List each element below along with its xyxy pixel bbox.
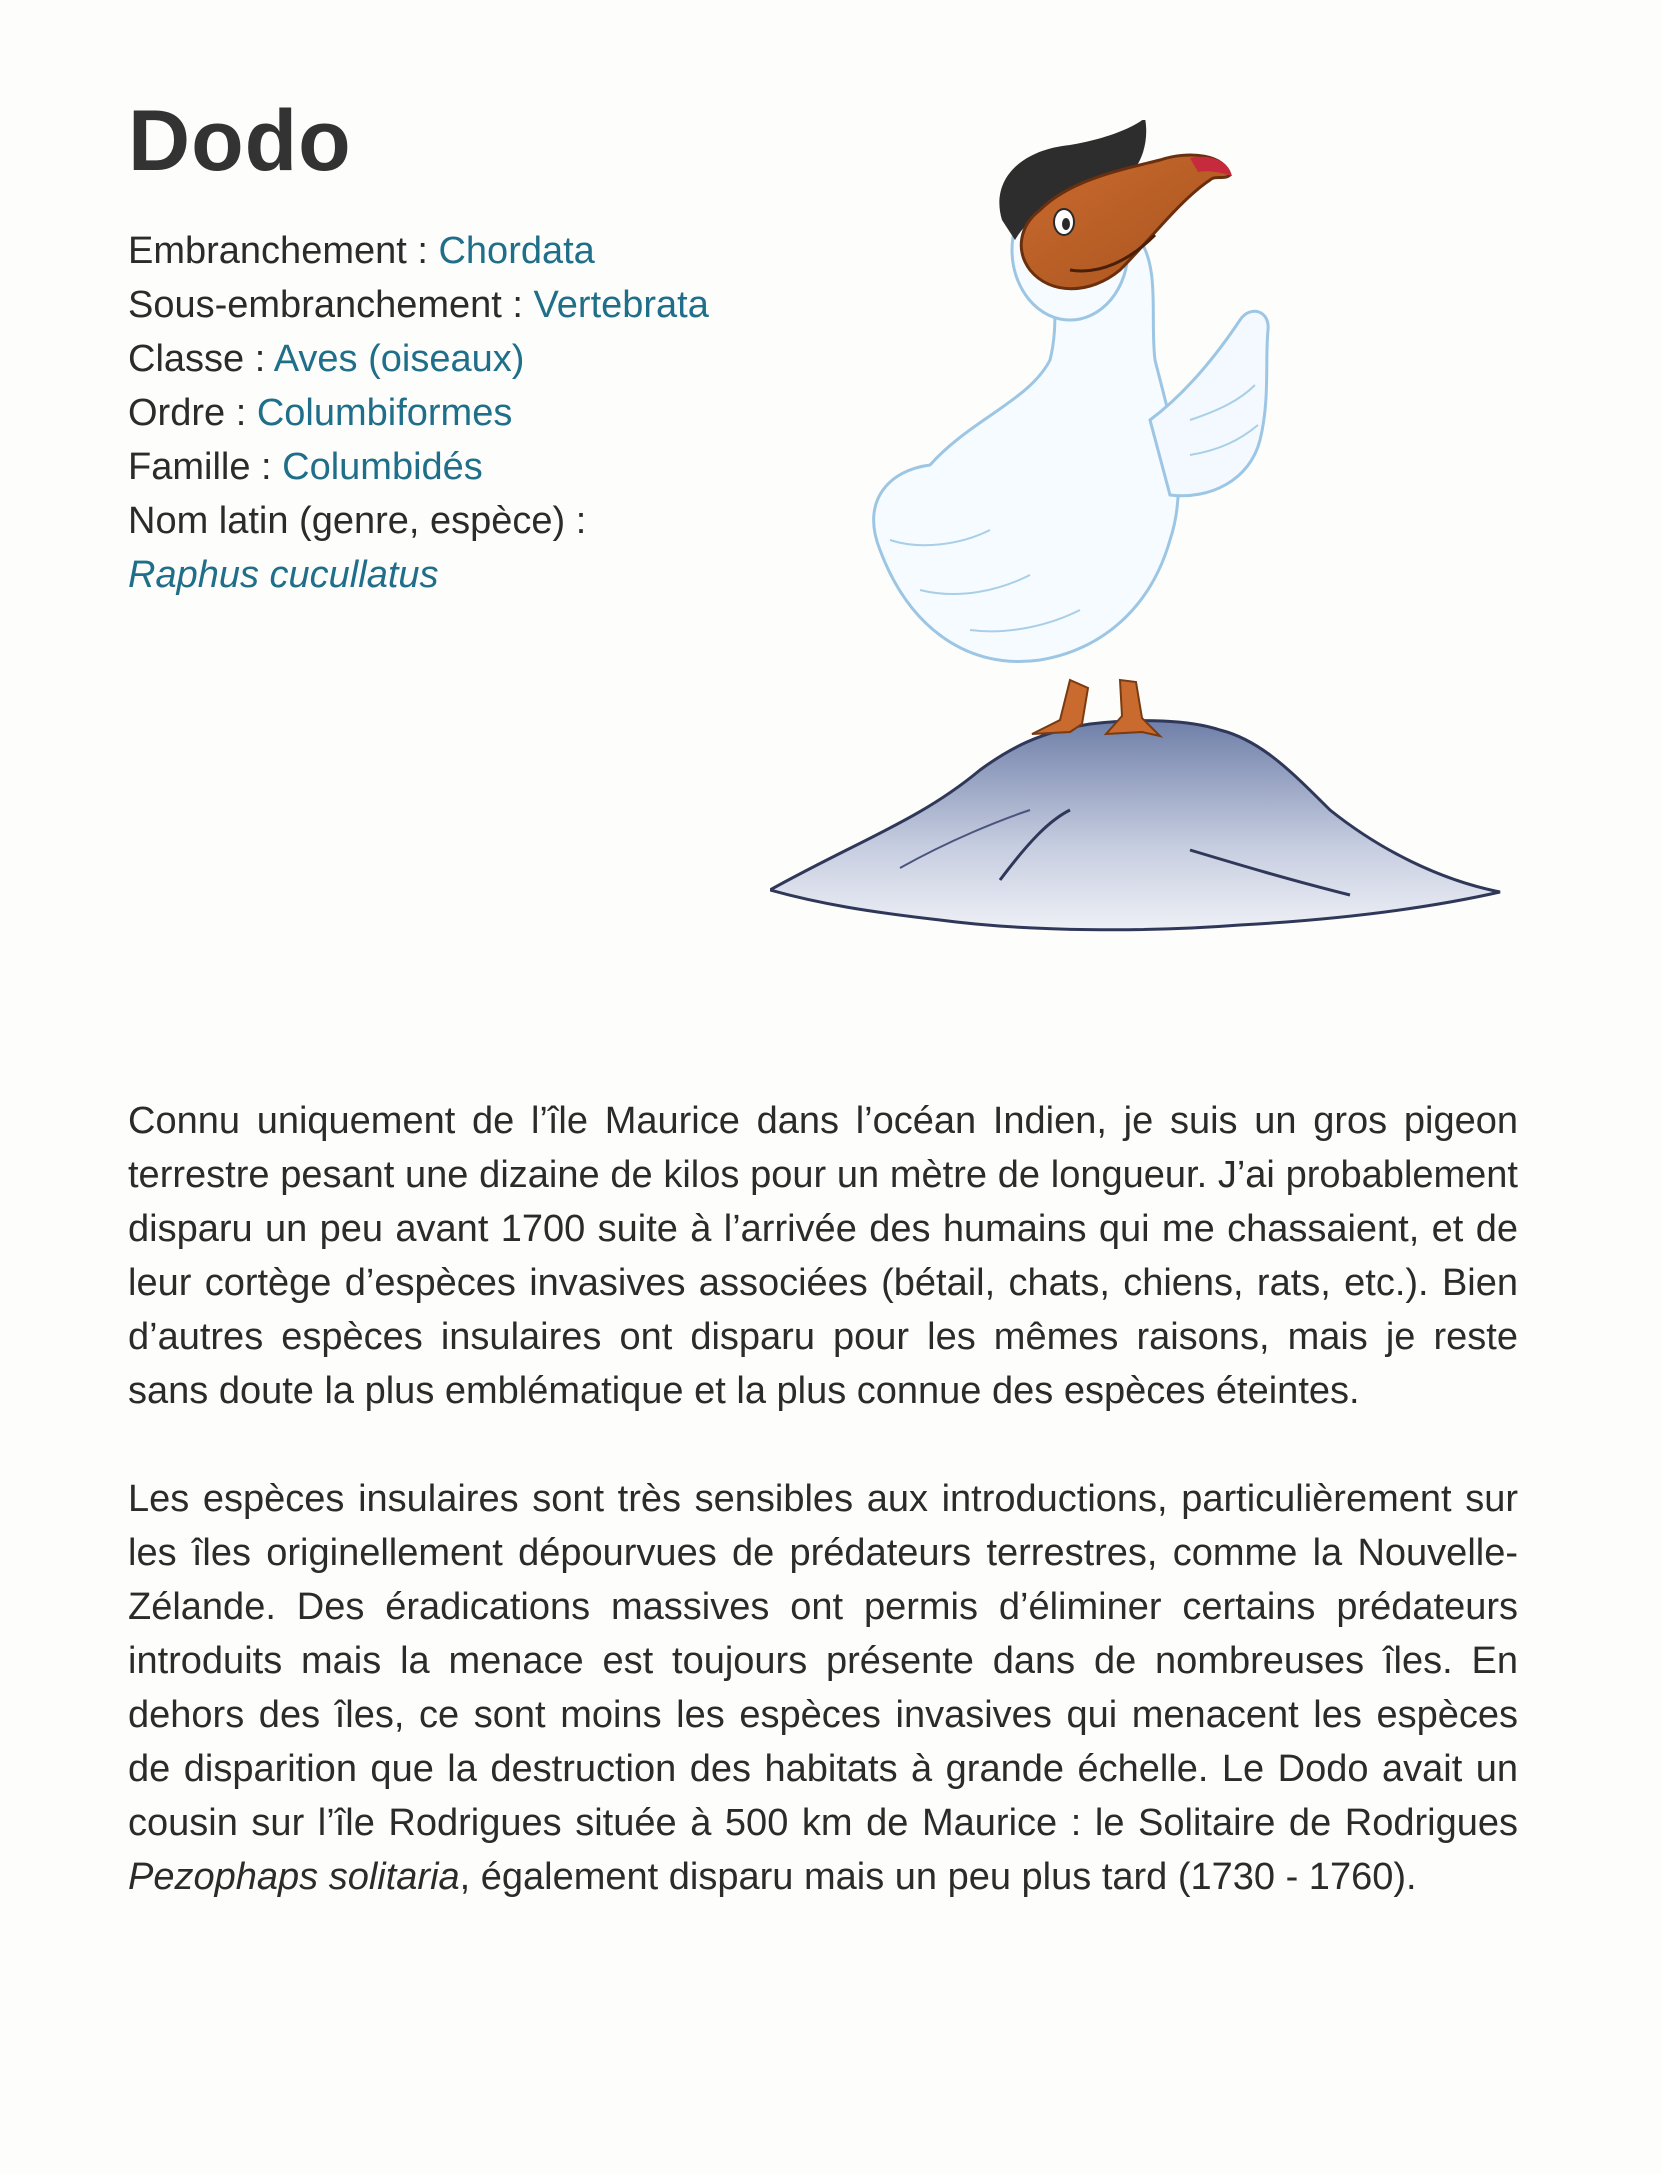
- taxonomy-row-nom-latin-value: [128, 548, 709, 602]
- latin-name: Raphus cucullatus: [128, 554, 439, 596]
- taxonomy-row-classe: [128, 332, 709, 386]
- taxonomy-label: Embranchement :: [128, 230, 439, 272]
- taxonomy-value: Aves (oiseaux): [273, 338, 525, 380]
- taxonomy-row-sous-embranchement: [128, 278, 709, 332]
- taxonomy-row-nom-latin: [128, 494, 709, 548]
- taxonomy-row-famille: [128, 440, 709, 494]
- dodo-on-rock-illustration: [770, 120, 1510, 980]
- taxonomy-value: Chordata: [438, 230, 595, 272]
- paragraph-2-italic-name: Pezophaps solitaria: [128, 1856, 460, 1898]
- taxonomy-value: Columbiformes: [256, 392, 513, 434]
- taxonomy-row-embranchement: [128, 224, 709, 278]
- body-text: [128, 1094, 1518, 1958]
- paragraph-2: [128, 1472, 1518, 1904]
- rock-shape: [770, 721, 1500, 930]
- taxonomy-value: Columbidés: [282, 446, 483, 488]
- paragraph-2-part-1: Les espèces insulaires sont très sensibles aux introductions, particulièrement sur les îles originellement dépourvues de prédateurs terrestres, comme la Nouvelle-Zélande. Des éradications massives ont permis d’éliminer certains prédateurs introduits mais la menace est toujours présente dans de nombreuses îles. En dehors des îles, ce sont moins les espèces invasives qui menacent les espèces de disparition que la destruction des habitats à grande échelle. Le Dodo avait un cousin sur l’île Rodrigues située à 500 km de Maurice : le Solitaire de Rodrigues: [128, 1478, 1518, 1844]
- taxonomy-row-ordre: [128, 386, 709, 440]
- page-title: Dodo: [128, 93, 352, 189]
- taxonomy-label: Classe :: [128, 338, 274, 380]
- taxonomy-label: Famille :: [128, 446, 283, 488]
- dodo-wing: [1150, 311, 1268, 495]
- taxonomy-label: Sous-embranchement :: [128, 284, 534, 326]
- taxonomy-label: Ordre :: [128, 392, 257, 434]
- taxonomy-label: Nom latin (genre, espèce) :: [128, 500, 587, 542]
- taxonomy-value: Vertebrata: [533, 284, 709, 326]
- taxonomy-block: [128, 224, 709, 602]
- paragraph-2-part-2: , également disparu mais un peu plus tard (1730 - 1760).: [459, 1856, 1417, 1898]
- paragraph-1: Connu uniquement de l’île Maurice dans l’océan Indien, je suis un gros pigeon terrestre pesant une dizaine de kilos pour un mètre de longueur. J’ai probablement disparu un peu avant 1700 suite à l’arrivée des humains qui me chassaient, et de leur cortège d’espèces invasives associées (bétail, chats, chiens, rats, etc.). Bien d’autres espèces insulaires ont disparu pour les mêmes raisons, mais je reste sans doute la plus emblématique et la plus connue des espèces éteintes.: [128, 1100, 1518, 1412]
